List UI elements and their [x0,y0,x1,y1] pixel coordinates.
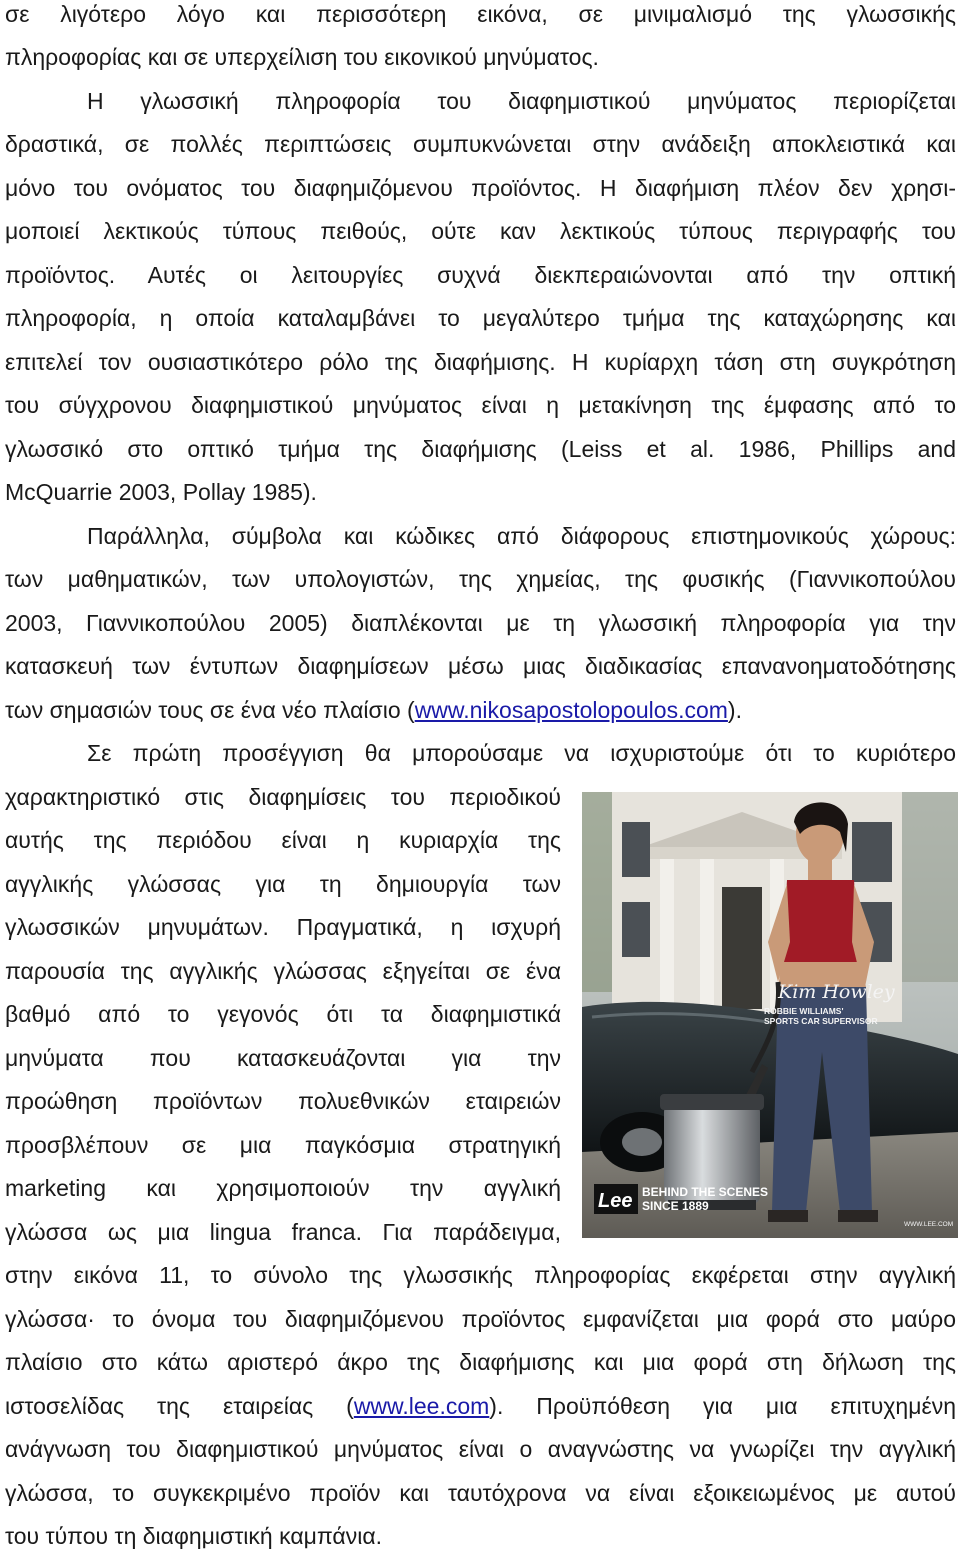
house-window [622,822,650,877]
ad-website: WWW.LEE.COM [904,1221,954,1228]
text-line: McQuarrie 2003, Pollay 1985). [5,479,317,505]
text-line: του τύπου τη διαφημιστική καμπάνια. [5,1523,383,1549]
text-line: μοποιεί λεκτικούς τύπους πειθούς, ούτε καν λεκτικούς τύπους περιγραφής του [5,218,956,244]
ad-signature: Kim Howley [778,981,895,1003]
woman-shoe [838,1210,878,1222]
house-column [660,859,674,1009]
text-line: γλωσσικών μηνυμάτων. Πραγματικά, η ισχυρή [5,914,561,940]
text-line: του σύγχρονου διαφημιστικού μηνύματος είναι η μετακίνηση της έμφασης από το [5,392,956,418]
text-line: μηνύματα που κατασκευάζονται για την [5,1045,561,1071]
text-line: ανάγνωση του διαφημιστικού μηνύματος είναι ο αναγνώστης να γνωρίζει την αγγλική [5,1436,956,1462]
text-line: πληροφορίας και σε υπερχείλιση του εικονικού μηνύματος. [5,44,599,70]
house-door [722,887,762,1009]
woman-shoe [768,1210,808,1222]
text-line: αυτής της περιόδου είναι η κυριαρχία της [5,827,561,853]
text-segment: των σημασιών τους σε ένα νέο πλαίσιο ( [5,697,415,723]
text-line: αγγλικής γλώσσας για τη δημιουργία των [5,871,561,897]
text-line: προσβλέπουν σε μια παγκόσμια στρατηγική [5,1132,561,1158]
advertisement-illustration [582,792,958,1238]
text-line: δραστικά, σε πολλές περιπτώσεις συμπυκνώνεται στην ανάδειξη αποκλειστικά και [5,131,956,157]
text-line: γλώσσα, το συγκεκριμένο προϊόν και ταυτόχρονα να είναι εξοικειωμένος με αυτού [5,1480,956,1506]
ad-caption-line1: ROBBIE WILLIAMS' [764,1006,844,1016]
text-line: πλαίσιο στο κάτω αριστερό άκρο της διαφήμισης και μια φορά στη δήλωση της [5,1349,956,1375]
text-line: γλώσσα ως μια lingua franca. Για παράδειγμα, [5,1219,561,1245]
text-line: Σε πρώτη προσέγγιση θα μπορούσαμε να ισχυριστούμε ότι το κυριότερο [87,740,956,766]
text-segment: ). [727,697,742,723]
ad-slogan-line2: SINCE 1889 [642,1199,709,1213]
text-line: κατασκευή των έντυπων διαφημίσεων μέσω μιας διαδικασίας επανανοηματοδότησης [5,653,956,679]
text-line: πληροφορία, η οποία καταλαμβάνει το μεγαλύτερο τμήμα της καταχώρησης και [5,305,956,331]
text-line: στην εικόνα 11, το σύνολο της γλωσσικής πληροφορίας εκφέρεται στην αγγλική [5,1262,956,1288]
text-line: marketing και χρησιμοποιούν την αγγλική [5,1175,561,1201]
text-line-with-link [5,696,956,724]
text-line: χαρακτηριστικό στις διαφημίσεις του περιοδικού [5,784,561,810]
text-line: επιτελεί τον ουσιαστικότερο ρόλο της διαφήμισης. Η κυρίαρχη τάση στη συγκρότηση [5,349,956,375]
woman-shirt [782,880,860,962]
text-line: προϊόντος. Αυτές οι λειτουργίες συχνά διεκπεραιώνονται από την οπτική [5,262,956,288]
text-line: μόνο του ονόματος του διαφημιζόμενου προϊόντος. Η διαφήμιση πλέον δεν χρησι- [5,175,956,201]
text-segment: ιστοσελίδας της εταιρείας ( [5,1393,354,1419]
text-line: των μαθηματικών, των υπολογιστών, της χημείας, της φυσικής (Γιαννικοπούλου [5,566,956,592]
website-link-lee[interactable]: www.lee.com [353,1393,490,1419]
text-line: Παράλληλα, σύμβολα και κώδικες από διάφορους επιστημονικούς χώρους: [87,523,956,549]
text-line: προώθηση προϊόντων πολυεθνικών εταιρειών [5,1088,561,1114]
website-link-nikosapostolopoulos[interactable]: www.nikosapostolopoulos.com [414,697,728,723]
house-window [852,822,892,882]
woman-neck [808,860,832,882]
text-line: Η γλωσσική πληροφορία του διαφημιστικού μηνύματος περιορίζεται [87,88,956,114]
ad-caption-line2: SPORTS CAR SUPERVISOR [764,1016,878,1026]
text-line: γλώσσα· το όνομα του διαφημιζόμενου προϊόντος εμφανίζεται μια φορά στο μαύρο [5,1306,956,1332]
car-hubcap [622,1128,662,1156]
text-segment: ). Προϋπόθεση για μια επιτυχημένη [489,1393,956,1419]
lee-advertisement-image [582,792,958,1238]
text-line: 2003, Γιαννικοπούλου 2005) διαπλέκονται με τη γλωσσική πληροφορία για την [5,610,956,636]
vacuum-lid [660,1094,764,1110]
lee-logo: Lee [598,1190,633,1212]
text-line: σε λιγότερο λόγο και περισσότερη εικόνα, σε μινιμαλισμό της γλωσσικής [5,1,956,27]
text-line: βαθμό από το γεγονός ότι τα διαφημιστικά [5,1001,561,1027]
text-line: παρουσία της αγγλικής γλώσσας εξηγείται σε ένα [5,958,561,984]
ad-slogan-line1: BEHIND THE SCENES [642,1185,769,1199]
text-line: γλωσσικό στο οπτικό τμήμα της διαφήμισης (Leiss et al. 1986, Phillips and [5,436,956,462]
house-window [622,902,650,957]
house-column [700,859,714,1009]
text-line-with-link [5,1392,956,1420]
